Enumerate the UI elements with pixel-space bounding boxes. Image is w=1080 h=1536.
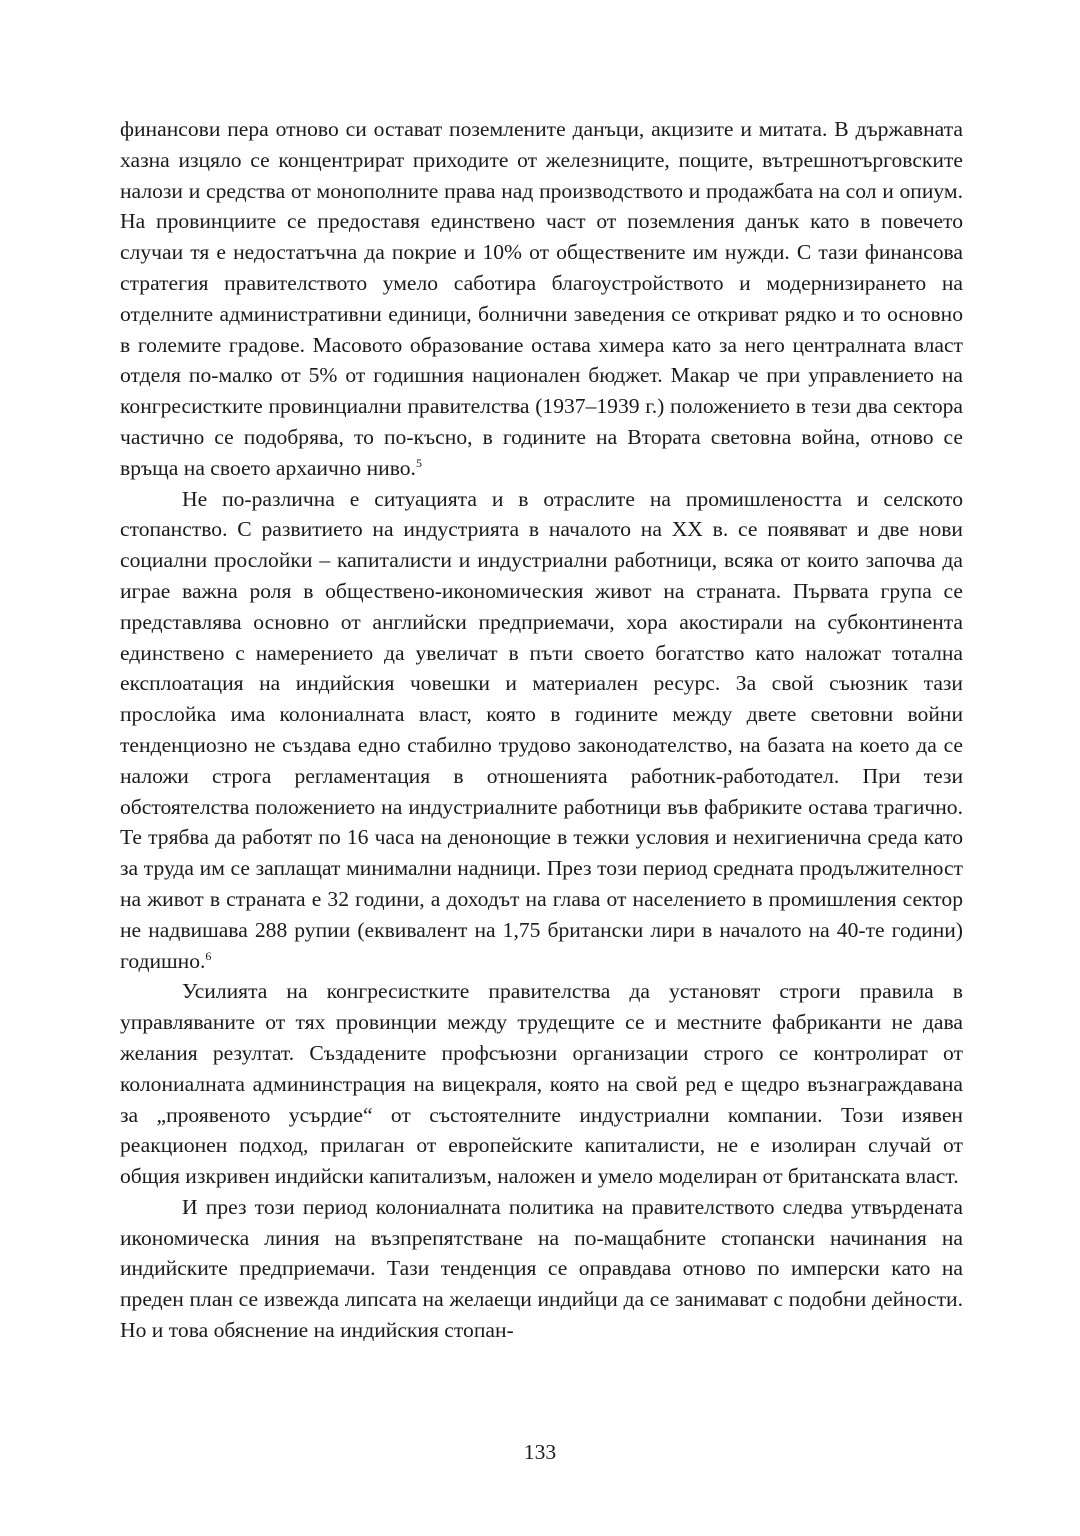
paragraph-4-text: И през този период колониалната политика на правителството следва утвърдената икономическа линия на възпрепятстване на по-мащабните стопански начинания на индийските предприемачи. Тази тенденция се оправдава отново по имперски като на преден план се извежда липсата на желаещи индийци да се занимават с подобни дейности. Но и това обяснение на индийския стопан- xyxy=(120,1194,963,1343)
page-number: 133 xyxy=(523,1440,557,1464)
paragraph-2 xyxy=(120,484,963,977)
footnote-ref-5: 5 xyxy=(415,455,422,470)
paragraph-1-text: финансови пера отново си остават поземлените данъци, акцизите и митата. В държавната хазна изцяло се концентрират приходите от железниците, пощите, вътрешнотърговските налози и средства от монополните права над производството и продажбата на сол и опиум. На провинциите се предоставя единствено част от поземления данък като в повечето случаи тя е недостатъчна да покрие и 10% от обществените им нужди. С тази финансова стратегия правителството умело саботира благоустройството и модернизирането на отделните административни единици, болнични заведения се откриват рядко и то основно в големите градове. Масовото образование остава химера като за него централната власт отделя по-малко от 5% от годишния национален бюджет. Макар че при управлението на конгресистките провинциални правителства (1937–1939 г.) положението в тези два сектора частично се подобрява, то по-късно, в годините на Втората световна война, отново се връща на своето архаично ниво. xyxy=(120,117,963,480)
paragraph-4 xyxy=(120,1192,963,1346)
paragraph-3 xyxy=(120,976,963,1192)
body-text xyxy=(120,114,963,1346)
paragraph-3-text: Усилията на конгресистките правителства да установят строги правила в управляваните от тях провинции между трудещите се и местните фабриканти не дава желания резултат. Създадените профсъюзни организации строго се контролират от колониалната админинстрация на вицекраля, която на свой ред е щедро възнаграждавана за „проявеното усърдие“ от състоятелните индустриални компании. Този изявен реакционен подход, прилаган от европейските капиталисти, не е изолиран случай от общия изкривен индийски капитализъм, наложен и умело моделиран от британската власт. xyxy=(120,979,963,1189)
footnote-ref-6: 6 xyxy=(205,948,212,963)
paragraph-2-text: Не по-различна е ситуацията и в отраслите на промишлеността и селското стопанство. С развитието на индустрията в началото на ХХ в. се появяват и две нови социални прослойки – капиталисти и индустриални работници, всяка от които започва да играе важна роля в обществено-икономическия живот на страната. Първата група се представлява основно от английски предприемачи, хора акостирали на субконтинента единствено с намерението да увеличат в пъти своето богатство като наложат тотална експлоатация на индийския човешки и материален ресурс. За свой съюзник тази прослойка има колониалната власт, която в годините между двете световни войни тенденциозно не създава едно стабилно трудово законодателство, на базата на което да се наложи строга регламентация в отношенията работник-работодател. При тези обстоятелства положението на индустриалните работници във фабриките остава трагично. Те трябва да работят по 16 часа на денонощие в тежки условия и нехигиенична среда като за труда им се заплащат минимални надници. През този период средната продължителност на живот в страната е 32 години, а доходът на глава от населението в промишления сектор не надвишава 288 рупии (еквивалент на 1,75 британски лири в началото на 40-те години) годишно. xyxy=(120,486,963,973)
paragraph-1 xyxy=(120,114,963,484)
